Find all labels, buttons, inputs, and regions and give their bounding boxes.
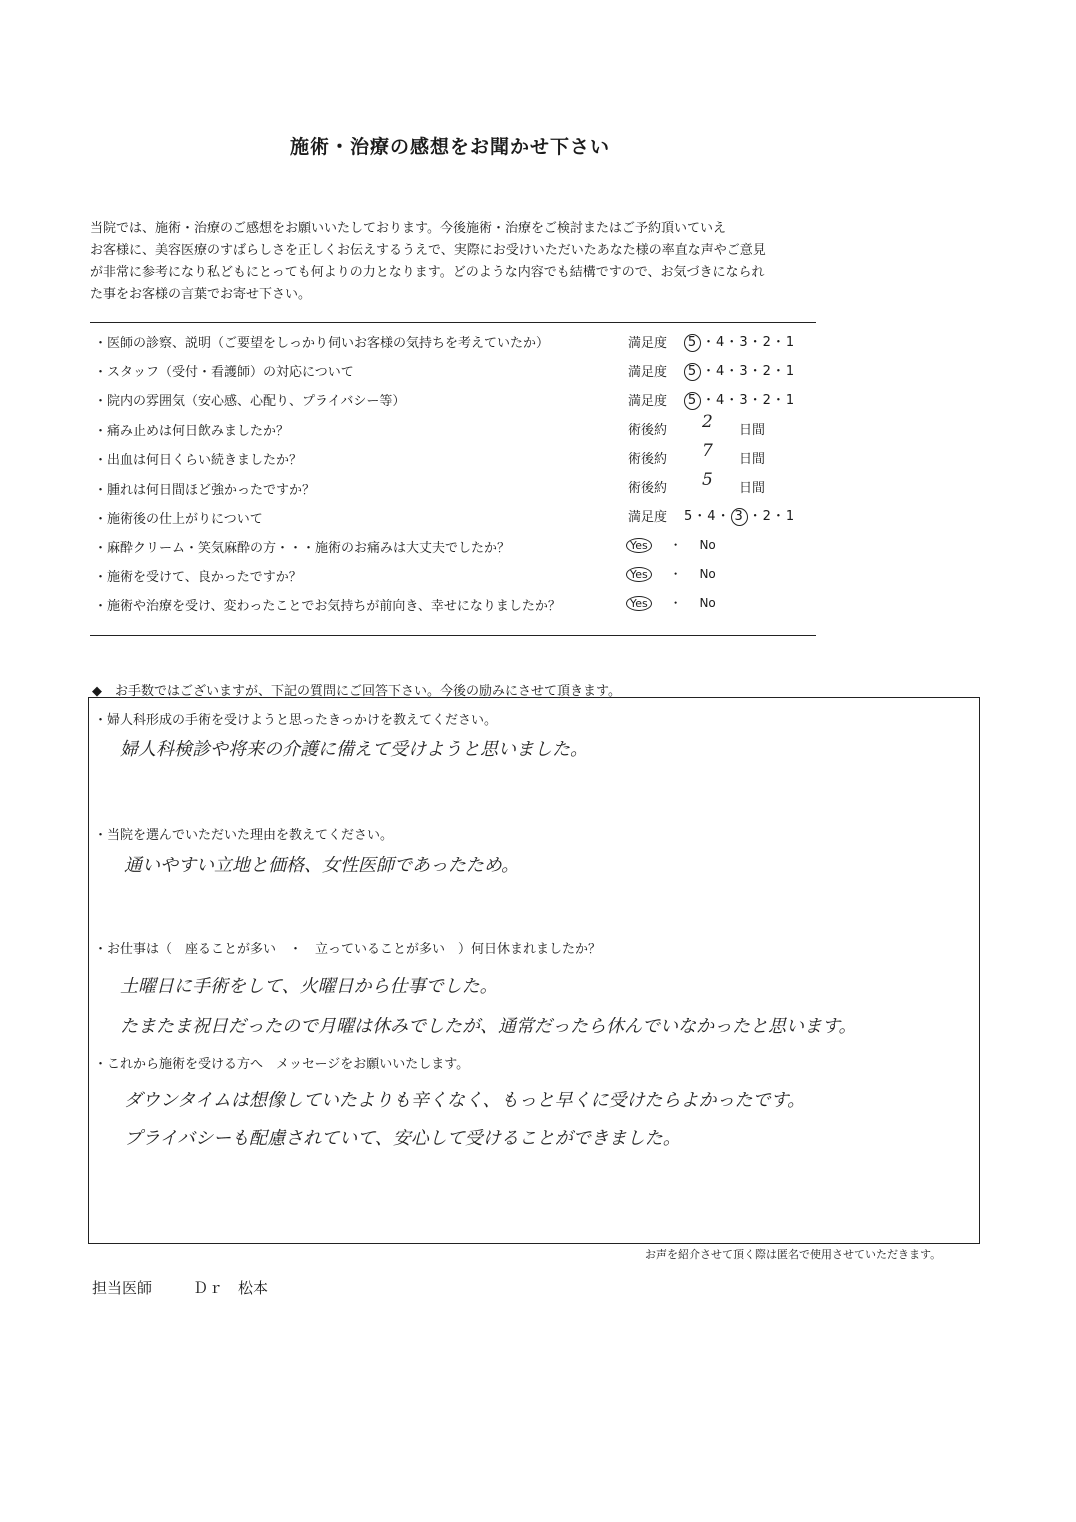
days-label: 日間 xyxy=(739,481,766,496)
survey-bottom-divider xyxy=(90,635,816,636)
satisfaction-scale-doctor[interactable]: 5 ・4・3・2・1 xyxy=(684,331,795,352)
satisfaction-label: 満足度 xyxy=(628,365,668,380)
answer-message-line-1[interactable]: ダウンタイムは想像していたよりも辛くなく、もっと早くに受けたらよかったです。 xyxy=(124,1090,806,1111)
yes-no-good[interactable]: Yes ・ No xyxy=(626,565,716,582)
intro-line: が非常に参考になり私どもにとっても何よりの力となります。どのような内容でも結構ですので、お気づきになられ xyxy=(90,265,765,280)
intro-line: 当院では、施術・治療のご感想をお願いいたしております。今後施術・治療をご検討またはご予約頂いていえ xyxy=(90,221,726,236)
rating-5-circled[interactable]: 5 xyxy=(684,363,701,381)
days-label: 日間 xyxy=(739,423,766,438)
survey-question-good: ・施術を受けて、良かったですか？ xyxy=(94,570,302,585)
after-label: 術後約 xyxy=(628,452,668,467)
survey-question-doctor: ・医師の診察、説明（ご要望をしっかり伺いお客様の気持ちを考えていたか） xyxy=(94,336,550,351)
satisfaction-scale-result[interactable]: 5・4・ 3 ・2・1 xyxy=(684,509,796,524)
question-work: ・お仕事は（ 座ることが多い ・ 立っていることが多い ）何日休まれましたか？ xyxy=(94,942,602,957)
no-option[interactable]: No xyxy=(699,567,716,581)
survey-question-swelling: ・腫れは何日間ほど強かったですか？ xyxy=(94,483,316,498)
no-option[interactable]: No xyxy=(699,538,716,552)
intro-paragraph xyxy=(90,218,830,306)
survey-question-happier: ・施術や治療を受け、変わったことでお気持ちが前向き、幸せになりましたか？ xyxy=(94,599,561,614)
yes-no-anesthesia[interactable]: Yes ・ No xyxy=(626,536,716,553)
answer-message-line-2[interactable]: プライバシーも配慮されていて、安心して受けることができました。 xyxy=(124,1128,681,1149)
yes-no-happier[interactable]: Yes ・ No xyxy=(626,594,716,611)
answers-header: ◆ お手数ではございますが、下記の質問にご回答下さい。今後の励みにさせて頂きます。 xyxy=(92,684,621,699)
survey-question-staff: ・スタッフ（受付・看護師）の対応について xyxy=(94,365,354,380)
satisfaction-scale-staff[interactable]: 5 ・4・3・2・1 xyxy=(684,360,795,381)
intro-line: た事をお客様の言葉でお寄せ下さい。 xyxy=(90,287,312,302)
page-title: 施術・治療の感想をお聞かせ下さい xyxy=(289,136,610,158)
doctor-label: 担当医師 xyxy=(92,1279,153,1297)
survey-question-result: ・施術後の仕上がりについて xyxy=(94,512,263,527)
rating-5-circled[interactable]: 5 xyxy=(684,392,701,410)
satisfaction-scale-atmosphere[interactable]: 5 ・4・3・2・1 xyxy=(684,389,795,410)
answer-work-line-2[interactable]: たまたま祝日だったので月曜は休みでしたが、通常だったら休んでいなかったと思います。 xyxy=(120,1016,857,1037)
question-reason-surgery: ・婦人科形成の手術を受けようと思ったきっかけを教えてください。 xyxy=(94,713,498,728)
yes-circled[interactable]: Yes xyxy=(626,567,652,582)
rating-5-circled[interactable]: 5 xyxy=(684,334,701,352)
anonymous-notice: お声を紹介させて頂く際は匿名で使用させていただきます。 xyxy=(645,1248,942,1261)
bleeding-days-value[interactable]: 7 xyxy=(702,441,713,461)
painkiller-days-value[interactable]: 2 xyxy=(702,412,713,432)
answer-reason-clinic[interactable]: 通いやすい立地と価格、女性医師であったため。 xyxy=(124,855,520,876)
no-option[interactable]: No xyxy=(699,596,716,610)
satisfaction-label: 満足度 xyxy=(628,394,668,409)
answer-work-line-1[interactable]: 土曜日に手術をして、火曜日から仕事でした。 xyxy=(120,976,498,997)
satisfaction-label: 満足度 xyxy=(628,510,668,525)
answer-reason-surgery[interactable]: 婦人科検診や将来の介護に備えて受けようと思いました。 xyxy=(120,739,588,760)
after-label: 術後約 xyxy=(628,481,668,496)
intro-line: お客様に、美容医療のすばらしさを正しくお伝えするうえで、実際にお受けいただいたあなた様の率直な声やご意見 xyxy=(90,243,766,258)
survey-question-atmosphere: ・院内の雰囲気（安心感、心配り、プライバシー等） xyxy=(94,394,406,409)
swelling-days-value[interactable]: 5 xyxy=(702,470,713,490)
question-message: ・これから施術を受ける方へ メッセージをお願いいたします。 xyxy=(94,1057,470,1072)
rating-3-circled[interactable]: 3 xyxy=(731,508,748,526)
question-reason-clinic: ・当院を選んでいただいた理由を教えてください。 xyxy=(94,828,394,843)
survey-question-painkiller: ・痛み止めは何日飲みましたか？ xyxy=(94,424,290,439)
survey-top-divider xyxy=(90,322,816,323)
answers-box xyxy=(88,697,980,1244)
survey-question-anesthesia: ・麻酔クリーム・笑気麻酔の方・・・施術のお痛みは大丈夫でしたか？ xyxy=(94,541,511,556)
days-label: 日間 xyxy=(739,452,766,467)
yes-circled[interactable]: Yes xyxy=(626,538,652,553)
survey-question-bleeding: ・出血は何日くらい続きましたか？ xyxy=(94,453,303,468)
yes-circled[interactable]: Yes xyxy=(626,596,652,611)
satisfaction-label: 満足度 xyxy=(628,336,668,351)
after-label: 術後約 xyxy=(628,423,668,438)
doctor-name: Ｄｒ 松本 xyxy=(193,1279,269,1297)
